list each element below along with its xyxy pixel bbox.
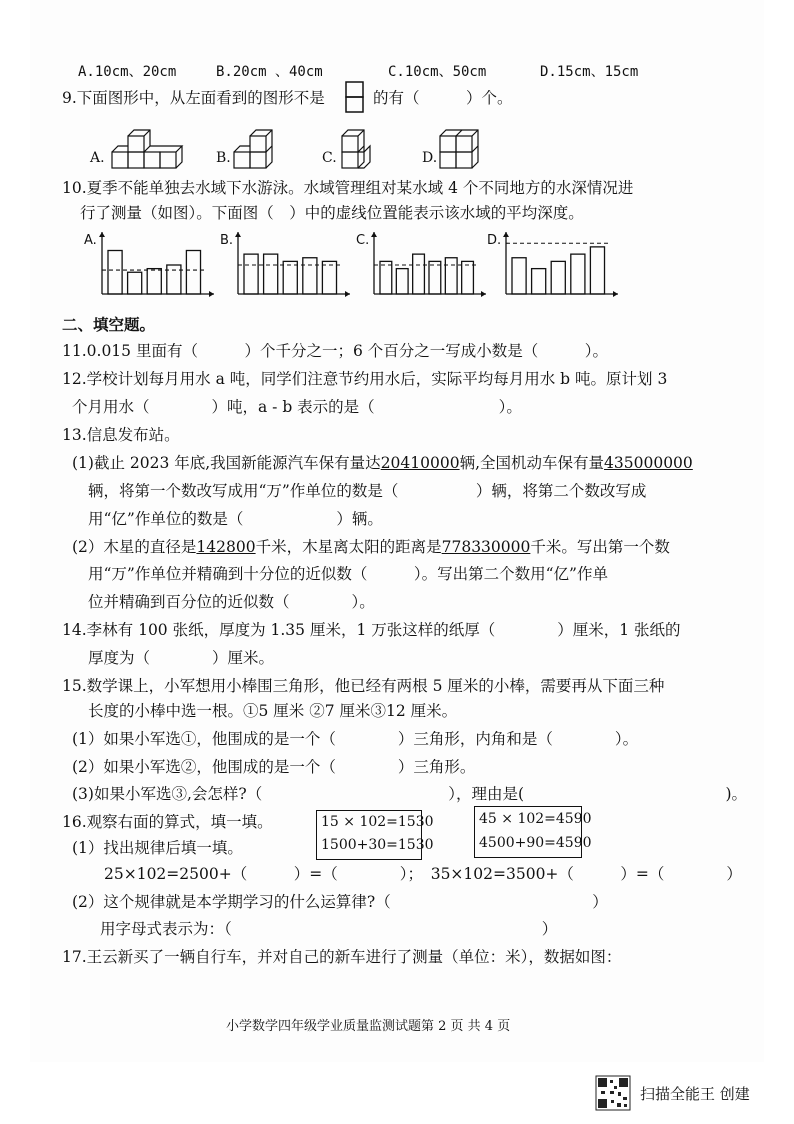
chart-y-arrow [503,232,509,237]
q10-option-c-label: C. [356,233,370,248]
q10-line2: 行了测量（如图）。下面图（ ）中的虚线位置能表示该水域的平均深度。 [80,204,584,222]
q16-sub2-formula: 用字母式表示为：（ ） [100,920,558,938]
q17-text: 17.王云新买了一辆自行车，并对自己的新车进行了测量（单位：米），数据如图： [62,948,622,966]
q13-p1-number-2: 435000000 [604,454,693,472]
depth-bar [571,254,585,294]
q16-formula-box-1 [316,810,434,860]
q13-p2-post: 千米。写出第一个数 [530,538,670,556]
q13-p1-line2: 辆，将第一个数改写成用“万”作单位的数是（ ）辆，将第二个数改写成 [88,482,647,500]
q10-line1: 10.夏季不能单独去水域下水游泳。水域管理组对某水域 4 个不同地方的水深情况进 [62,179,634,197]
q15-line2: 长度的小棒中选一根。①5 厘米 ②7 厘米③12 厘米。 [88,702,458,720]
depth-bar [108,251,122,295]
q15-sub3: (3)如果小军选③,会怎样?（ ），理由是( )。 [72,785,748,803]
q8-option-d: D.15cm、15cm [540,64,639,80]
q13-p2-number-1: 142800 [196,538,256,556]
depth-bar [128,272,142,294]
q10-option-b-label: B. [220,233,234,248]
q8-option-a: A.10cm、20cm [78,64,177,80]
q13-p2-pre: (2）木星的直径是 [72,538,197,556]
q9-option-c-label: C. [322,150,337,166]
q16-sub1: (1）找出规律后填一填。 [72,839,243,857]
q10-chart-d [500,230,620,300]
depth-bar [264,254,278,294]
q13-p1-line1 [72,453,693,473]
chart-x-arrow [481,291,486,297]
chart-x-arrow [345,291,350,297]
q12-line1: 12.学校计划每月用水 a 吨，同学们注意节约用水后，实际平均每月用水 b 吨。原计划 3 [62,370,668,388]
chart-y-arrow [235,232,241,237]
q14-line2: 厚度为（ ）厘米。 [88,649,275,667]
depth-bar [512,258,526,294]
q16-sub2: (2）这个规律就是本学期学习的什么运算律?（ ） [72,893,608,911]
q10-chart-b [232,230,352,300]
q9-option-a-label: A. [90,150,105,166]
depth-bar [167,265,181,294]
q11-text: 11.0.015 里面有（ ）个千分之一；6 个百分之一写成小数是（ ）。 [62,342,608,360]
scanner-watermark: 扫描全能王 创建 [640,1085,750,1103]
q13-p1-number-1: 20410000 [380,454,460,472]
q10-chart-c [368,230,488,300]
depth-bar [380,261,392,294]
q13-p2-line1 [72,537,670,557]
q16-box1-line2: 1500+30=1530 [321,837,434,853]
depth-bar [186,251,200,295]
qr-code-icon [596,1076,630,1110]
q9-side-view-figure [345,81,365,115]
q13-p2-line2: 用“万”作单位并精确到十分位的近似数（ ）。写出第二个数用“亿”作单 [88,565,608,583]
q16-equation: 25×102=2500+（ ）=（ ）； 35×102=3500+（ ）=（ ） [104,865,742,883]
q9-text-after: 的有（ ）个。 [373,89,513,107]
q13-p1-pre: (1)截止 2023 年底,我国新能源汽车保有量达 [72,454,381,472]
depth-bar [244,254,258,294]
q13-p1-line3: 用“亿”作单位的数是（ ）辆。 [88,510,383,528]
q9-text-before: 9.下面图形中，从左面看到的图形不是 [62,89,325,107]
depth-bar [590,247,604,294]
q8-option-b: B.20cm 、40cm [216,64,323,80]
q10-option-d-label: D. [487,233,502,248]
q9-option-b-cubes [232,130,282,172]
depth-bar [396,269,408,294]
depth-bar [445,258,457,294]
depth-bar [147,269,161,294]
q15-sub1: (1）如果小军选①，他围成的是一个（ ）三角形，内角和是（ ）。 [72,730,639,748]
q16-box2-line2: 4500+90=4590 [479,835,592,851]
depth-bar [429,261,441,294]
q16-box2-line1: 45 × 102=4590 [479,811,592,827]
q14-line1: 14.李林有 100 张纸，厚度为 1.35 厘米，1 万张这样的纸厚（ ）厘米，1 张纸的 [62,621,681,639]
page-footer: 小学数学四年级学业质量监测试题第 2 页 共 4 页 [226,1019,511,1034]
chart-x-arrow [613,291,618,297]
chart-x-arrow [209,291,214,297]
chart-y-arrow [371,232,377,237]
q9-option-c-cubes [340,126,380,172]
depth-bar [322,261,336,294]
q9-option-b-label: B. [216,150,231,166]
q9-option-a-cubes [110,130,190,172]
q15-sub2: (2）如果小军选②，他围成的是一个（ ）三角形。 [72,758,476,776]
q15-line1: 15.数学课上，小军想用小棒围三角形，他已经有两根 5 厘米的小棒，需要再从下面三种 [62,677,665,695]
depth-bar [303,258,317,294]
q16-title: 16.观察右面的算式，填一填。 [62,813,273,831]
depth-bar [532,269,546,294]
q16-box1-line1: 15 × 102=1530 [321,814,434,830]
q9-option-d-cubes [438,126,488,172]
depth-bar [551,261,565,294]
q10-option-a-label: A. [84,233,97,248]
chart-y-arrow [99,232,105,237]
q9-option-d-label: D. [422,150,438,166]
depth-bar [462,261,474,294]
section-2-title: 二、填空题。 [62,315,156,334]
q16-formula-box-2 [474,806,592,858]
q10-chart-a [96,230,216,300]
q13-title: 13.信息发布站。 [62,426,180,444]
q13-p2-number-2: 778330000 [441,538,531,556]
q8-option-c: C.10cm、50cm [388,64,487,80]
q12-line2: 个月用水（ ）吨，a - b 表示的是（ ）。 [72,398,522,416]
depth-bar [413,254,425,294]
depth-bar [283,261,297,294]
q13-p1-mid: 辆,全国机动车保有量 [459,454,605,472]
q13-p2-line3: 位并精确到百分位的近似数（ ）。 [88,593,375,611]
q13-p2-mid: 千米，木星离太阳的距离是 [255,538,442,556]
